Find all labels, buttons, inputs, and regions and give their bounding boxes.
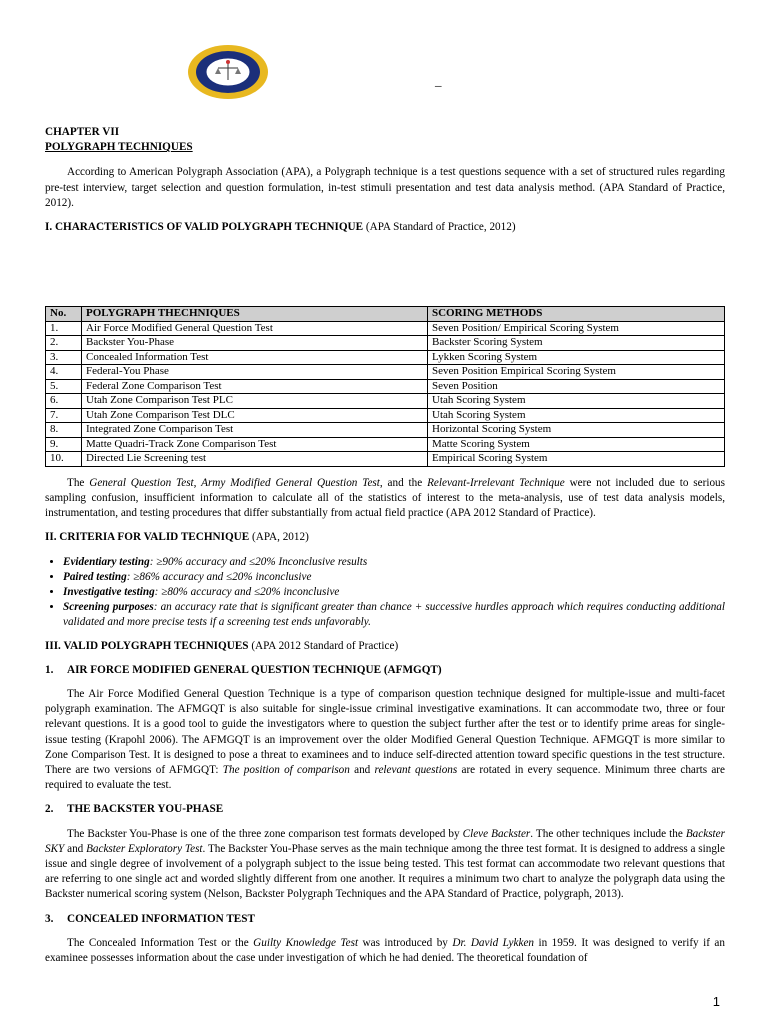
criteria-term: Evidentiary testing [63,555,150,568]
criteria-desc: : ≥86% accuracy and ≤20% inconclusive [126,570,312,583]
row-scoring: Backster Scoring System [428,336,725,351]
page-number: 1 [712,994,720,1009]
row-number: 10. [46,452,82,467]
italic-run: Relevant-Irrelevant Technique [427,476,565,489]
italic-run: Guilty Knowledge Test [253,936,359,949]
subsection-title: CONCEALED INFORMATION TEST [67,912,255,925]
chapter-title: POLYGRAPH TECHNIQUES [45,141,193,154]
text-run: The [67,476,90,489]
row-number: 8. [46,423,82,438]
blank-space [45,244,725,306]
criteria-desc: : ≥80% accuracy and ≤20% inconclusive [154,585,340,598]
afmgqt-paragraph [45,687,725,793]
list-item [63,555,725,570]
intro-paragraph: According to American Polygraph Association (APA), a Polygraph technique is a test questions sequence with a set of structured rules regarding pre-test interview, target selection and question formulation, in-test stimuli presentation and test data analysis method. (APA Standard of Practice, 2012). [45,166,725,209]
subsection-number: 3. [45,912,54,925]
row-scoring: Lykken Scoring System [428,350,725,365]
subsection-backster-heading [45,802,725,817]
text-run: are rotated in every sequence. Minimum three charts are required to evaluate the test. [45,763,725,792]
row-scoring: Seven Position Empirical Scoring System [428,365,725,380]
italic-run: relevant questions [374,763,458,776]
italic-run: Backster SKY [45,827,725,855]
text-run: . The other techniques include the [530,827,686,840]
subsection-number: 1. [45,663,54,676]
row-number: 1. [46,321,82,336]
cit-paragraph [45,936,725,966]
row-number: 2. [46,336,82,351]
italic-run: Cleve Backster [462,827,531,840]
section-2-cite: (APA, 2012) [249,531,309,544]
text-run: The Air Force Modified General Question Technique is a type of comparison question technique designed for multiple-issue and multi-facet polygraph examination. The AFMGQT is also suitable for single-issue criminal investigative examinations. It can accommodate two, three or four relevant questions. It is a good tool to guide the investigators where to question the subject further after the test or to identify prime areas for single-issue testing (Krapohl 2006). The AFMGQT is an improvement over the older Modified General Question Technique. AFMGQT is more similar to Zone Comparison Test. It is designed to pose a threat to examinees and to induce self-directed attention toward specific questions in the test structure. There are two versions of AFMGQT: [45,687,725,776]
row-scoring: Horizontal Scoring System [428,423,725,438]
row-number: 3. [46,350,82,365]
subsection-number: 2. [45,803,54,816]
section-3-heading [45,639,725,654]
text-run: were not included due to serious sampling confusion, insufficient information to calculate all of the statistics of interest to the meta-analysis, use of test data analysis models, instrumentation, and testing procedures that differ substantially from actual field practice (APA 2012 Standard of Practice). [45,476,725,520]
text-run: The Backster You-Phase is one of the three zone comparison test formats developed by [67,827,463,840]
header-dash: _ [435,73,442,88]
table-row [46,452,725,467]
table-header-scoring: SCORING METHODS [428,307,725,322]
excluded-techniques-paragraph [45,476,725,522]
row-scoring: Utah Scoring System [428,394,725,409]
list-item [63,600,725,630]
table-row [46,321,725,336]
table-row [46,336,725,351]
university-seal-logo [187,44,269,100]
criteria-term: Investigative testing [63,585,155,598]
text-run: was introduced by [358,936,453,949]
criteria-term: Screening purposes [63,601,154,614]
table-row [46,394,725,409]
table-row [46,423,725,438]
text-run: The Concealed Information Test or the [67,936,254,949]
row-technique: Backster You-Phase [82,336,428,351]
criteria-desc: : an accuracy rate that is significant greater than chance + successive hurdles approach which requires conducting additional validated and more precise tests if a screening test ends unfavorably. [63,601,725,629]
table-row [46,379,725,394]
table-header-no: No. [46,307,82,322]
row-technique: Federal Zone Comparison Test [82,379,428,394]
italic-run: The position of comparison [222,763,350,776]
row-number: 4. [46,365,82,380]
criteria-list [45,555,725,631]
table-header-technique: POLYGRAPH THECHNIQUES [82,307,428,322]
italic-run: Backster Exploratory Test [86,842,203,855]
table-row [46,437,725,452]
section-1-cite: (APA Standard of Practice, 2012) [363,221,516,234]
row-scoring: Seven Position [428,379,725,394]
chapter-label: CHAPTER VII [45,126,120,138]
row-scoring: Empirical Scoring System [428,452,725,467]
section-1-heading [45,220,725,235]
text-run: and [349,763,375,776]
row-number: 5. [46,379,82,394]
section-2-heading [45,530,725,545]
row-technique: Matte Quadri-Track Zone Comparison Test [82,437,428,452]
italic-run: General Question Test, Army Modified General Question Test [89,476,380,489]
table-row [46,365,725,380]
subsection-afmgqt-heading [45,663,725,678]
table-header-row [46,307,725,322]
row-technique: Air Force Modified General Question Test [82,321,428,336]
row-number: 7. [46,408,82,423]
subsection-title: AIR FORCE MODIFIED GENERAL QUESTION TECHNIQUE (AFMGQT) [67,663,442,676]
table-row [46,350,725,365]
subsection-cit-heading [45,912,725,927]
section-1-title: I. CHARACTERISTICS OF VALID POLYGRAPH TECHNIQUE [45,221,364,234]
text-run: , and the [379,476,428,489]
italic-run: Dr. David Lykken [452,936,535,949]
backster-paragraph [45,827,725,903]
criteria-term: Paired testing [63,570,127,583]
criteria-desc: : ≥90% accuracy and ≤20% Inconclusive results [149,555,368,568]
text-run: and [64,842,87,855]
row-technique: Integrated Zone Comparison Test [82,423,428,438]
list-item [63,585,725,600]
subsection-title: THE BACKSTER YOU-PHASE [67,803,224,816]
row-technique: Concealed Information Test [82,350,428,365]
list-item [63,570,725,585]
row-technique: Utah Zone Comparison Test DLC [82,408,428,423]
row-number: 6. [46,394,82,409]
text-run: in 1959. It was designed to verify if an examinee possesses information about the case under investigation of which he had denied. The theoretical foundation of [45,936,725,964]
row-scoring: Seven Position/ Empirical Scoring System [428,321,725,336]
row-scoring: Utah Scoring System [428,408,725,423]
section-3-cite: (APA 2012 Standard of Practice) [248,639,399,652]
row-technique: Directed Lie Screening test [82,452,428,467]
row-technique: Federal-You Phase [82,365,428,380]
row-number: 9. [46,437,82,452]
table-row [46,408,725,423]
techniques-table [45,306,725,467]
section-3-title: III. VALID POLYGRAPH TECHNIQUES [45,639,249,652]
document-body [45,125,725,975]
text-run: . The Backster You-Phase serves as the main technique among the three test format. It is designed to address a single issue and single degree of involvement of a polygraph subject to the issue being tested. This test format can accommodate two relevant questions that are referring to one single act and worded slightly different from one another. It requires a minimum two chart to analyze the polygraph data using the Backster numerical scoring system (Nelson, Backster Polygraph Techniques and the APA Standard of Practice, polygraph, 2013). [45,842,726,901]
row-scoring: Matte Scoring System [428,437,725,452]
section-2-title: II. CRITERIA FOR VALID TECHNIQUE [45,531,250,544]
row-technique: Utah Zone Comparison Test PLC [82,394,428,409]
